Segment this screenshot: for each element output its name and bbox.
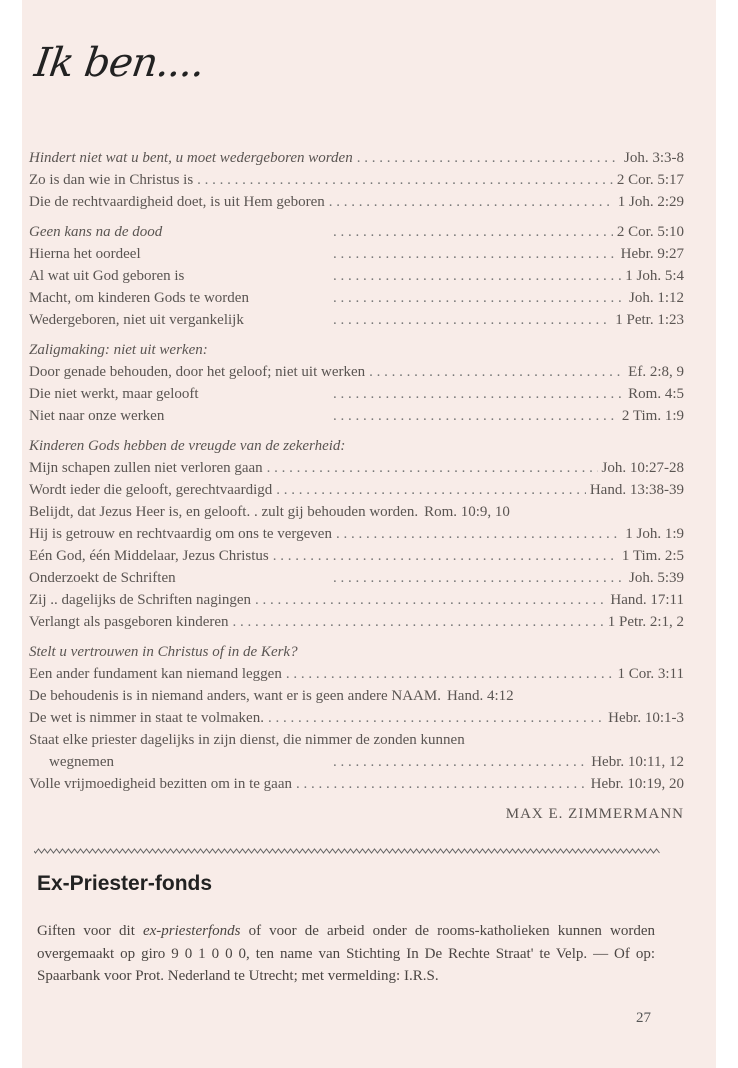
verse-reference: Rom. 10:9, 10: [424, 504, 510, 520]
scripture-row: [29, 221, 684, 243]
verse-text: Die de rechtvaardigheid doet, is uit Hem geboren: [29, 194, 325, 210]
verse-text: Niet naar onze werken: [29, 408, 165, 424]
scripture-row: [29, 265, 684, 287]
verse-reference: Rom. 4:5: [628, 386, 684, 402]
scripture-row: [29, 457, 684, 479]
verse-reference: Joh. 3:3-8: [624, 150, 684, 166]
section-heading: Zaligmaking: niet uit werken:: [29, 342, 208, 358]
dot-leader: [268, 707, 604, 729]
scripture-row: [29, 501, 684, 523]
scripture-list: [29, 147, 684, 825]
scripture-row: [29, 751, 684, 773]
scripture-row: [29, 611, 684, 633]
fund-text-2: of voor de arbeid onder de rooms-katholieken kunnen worden overgemaakt op giro 9 0 1 0 0 0, ten name van Stichting In De Rechte Straat' te Velp. — Of op: Spaarbank voor Prot. Nederland te Utrecht; met vermelding: I.R.S.: [37, 923, 655, 984]
dot-leader: [336, 523, 621, 545]
dot-leader: [333, 309, 611, 331]
verse-text: Zij .. dagelijks de Schriften nagingen: [29, 592, 252, 608]
scripture-row: [29, 773, 684, 795]
dot-leader: [329, 191, 614, 213]
verse-reference: Hebr. 10:11, 12: [591, 754, 684, 770]
dot-leader: [333, 751, 587, 773]
dot-leader: [333, 287, 625, 309]
section-heading: Stelt u vertrouwen in Christus of in de Kerk?: [29, 644, 298, 660]
scripture-section: [29, 641, 684, 795]
verse-text: Hij is getrouw en rechtvaardig om ons te vergeven: [29, 526, 332, 542]
verse-text: Hierna het oordeel: [29, 246, 141, 262]
verse-reference: 1 Tim. 2:5: [621, 548, 684, 564]
verse-reference: Hand. 13:38-39: [589, 482, 684, 498]
scripture-row: [29, 191, 684, 213]
verse-reference: 2 Cor. 5:17: [616, 172, 684, 188]
scripture-row: [29, 309, 684, 331]
dot-leader: [333, 265, 621, 287]
handwritten-title: Ik ben....: [31, 40, 207, 86]
scripture-row: [29, 589, 684, 611]
verse-reference: 1 Cor. 3:11: [617, 666, 684, 682]
verse-reference: Hebr. 10:19, 20: [590, 776, 684, 792]
page: [22, 0, 716, 1068]
dot-leader: [333, 243, 617, 265]
scripture-row: [29, 287, 684, 309]
dot-leader: [333, 221, 613, 243]
scripture-section: [29, 339, 684, 427]
dot-leader: [296, 773, 587, 795]
dot-leader: [333, 383, 624, 405]
scripture-row: [29, 405, 684, 427]
verse-reference: Hebr. 10:1-3: [608, 710, 684, 726]
scripture-row: [29, 685, 684, 707]
scripture-row: [29, 361, 684, 383]
scripture-row: [29, 243, 684, 265]
verse-text: Eén God, één Middelaar, Jezus Christus: [29, 548, 269, 564]
verse-reference: Hand. 17:11: [610, 592, 684, 608]
verse-text: Verlangt als pasgeboren kinderen: [29, 614, 229, 630]
verse-text: Belijdt, dat Jezus Heer is, en gelooft. . zult gij behouden worden.: [29, 504, 419, 520]
dot-leader: [276, 479, 586, 501]
dot-leader: [255, 589, 606, 611]
verse-text: Macht, om kinderen Gods te worden: [29, 290, 249, 306]
scripture-row: [29, 663, 684, 685]
verse-text: Al wat uit God geboren is: [29, 268, 185, 284]
verse-reference: 1 Petr. 2:1, 2: [607, 614, 684, 630]
scripture-row: [29, 545, 684, 567]
verse-reference: 1 Joh. 2:29: [617, 194, 684, 210]
verse-text: Wedergeboren, niet uit vergankelijk: [29, 312, 244, 328]
verse-reference: Joh. 5:39: [628, 570, 684, 586]
author-name: MAX E. ZIMMERMANN: [505, 806, 684, 822]
fund-paragraph: [37, 920, 655, 988]
wavy-divider: [34, 848, 660, 854]
scripture-row: [29, 567, 684, 589]
verse-text: Geen kans na de dood: [29, 224, 163, 240]
verse-reference: Hand. 4:12: [446, 688, 514, 704]
verse-reference: Ef. 2:8, 9: [628, 364, 684, 380]
verse-text: De wet is nimmer in staat te volmaken.: [29, 710, 264, 726]
verse-text: Onderzoekt de Schriften: [29, 570, 176, 586]
dot-leader: [357, 147, 620, 169]
scripture-row: [29, 707, 684, 729]
verse-text: Hindert niet wat u bent, u moet wedergeboren worden: [29, 150, 353, 166]
verse-reference: 2 Tim. 1:9: [621, 408, 684, 424]
dot-leader: [286, 663, 614, 685]
fund-text-1: Giften voor dit: [37, 923, 143, 939]
verse-text: Zo is dan wie in Christus is: [29, 172, 194, 188]
dot-leader: [197, 169, 613, 191]
verse-reference: 1 Joh. 1:9: [625, 526, 684, 542]
dot-leader: [233, 611, 604, 633]
section-heading: Kinderen Gods hebben de vreugde van de zekerheid:: [29, 438, 346, 454]
verse-text: Mijn schapen zullen niet verloren gaan: [29, 460, 263, 476]
verse-text: Die niet werkt, maar gelooft: [29, 386, 199, 402]
verse-reference: Hebr. 9:27: [620, 246, 684, 262]
dot-leader: [333, 567, 625, 589]
scripture-row: [29, 383, 684, 405]
dot-leader: [267, 457, 598, 479]
verse-reference: Joh. 10:27-28: [601, 460, 684, 476]
scripture-section: [29, 147, 684, 213]
verse-text: wegnemen: [49, 754, 114, 770]
verse-reference: 1 Petr. 1:23: [615, 312, 684, 328]
page-number: 27: [636, 1010, 651, 1026]
scripture-section: [29, 435, 684, 633]
verse-reference: 2 Cor. 5:10: [616, 224, 684, 240]
verse-text: Staat elke priester dagelijks in zijn dienst, die nimmer de zonden kunnen: [29, 732, 465, 748]
scripture-row: [29, 479, 684, 501]
fund-text-emphasis: ex-priesterfonds: [142, 923, 241, 939]
verse-reference: Joh. 1:12: [628, 290, 684, 306]
scripture-row: [29, 523, 684, 545]
verse-text: Wordt ieder die gelooft, gerechtvaardigd: [29, 482, 273, 498]
verse-text: Een ander fundament kan niemand leggen: [29, 666, 282, 682]
scripture-row: [29, 147, 684, 169]
dot-leader: [333, 405, 618, 427]
scripture-row: [29, 729, 684, 751]
dot-leader: [273, 545, 618, 567]
fund-heading: Ex-Priester-fonds: [37, 872, 213, 895]
verse-reference: 1 Joh. 5:4: [625, 268, 684, 284]
verse-text: De behoudenis is in niemand anders, want er is geen andere NAAM.: [29, 688, 441, 704]
dot-leader: [369, 361, 624, 383]
scripture-section: [29, 221, 684, 331]
scripture-row: [29, 169, 684, 191]
verse-text: Volle vrijmoedigheid bezitten om in te gaan: [29, 776, 292, 792]
verse-text: Door genade behouden, door het geloof; niet uit werken: [29, 364, 366, 380]
